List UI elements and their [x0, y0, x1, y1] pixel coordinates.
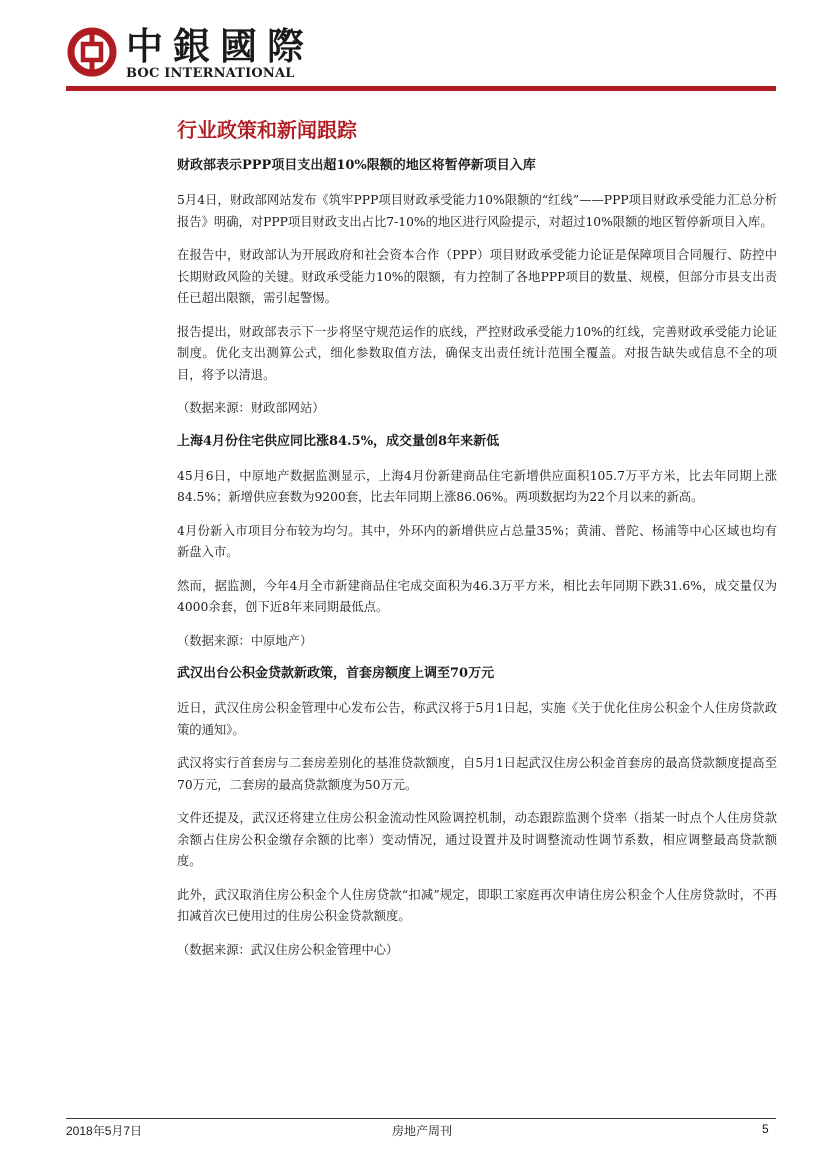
article-source: （数据来源：财政部网站） [177, 401, 325, 415]
article-paragraph: 报告提出，财政部表示下一步将坚守规范运作的底线，严控财政承受能力10%的红线，完善财政承受能力论证制度。优化支出测算公式，细化参数取值方法，确保支出责任统计范围全覆盖。对报告缺失或信息不全的项目，将予以清退。 [177, 324, 777, 382]
logo-english-text: BOC INTERNATIONAL [126, 66, 295, 81]
article-headline: 财政部表示PPP项目支出超10%限额的地区将暂停新项目入库 [177, 158, 536, 173]
article-paragraph: 然而，据监测，今年4月全市新建商品住宅成交面积为46.3万平方米，相比去年同期下跌31.6%，成交量仅为4000余套，创下近8年来同期最低点。 [177, 578, 777, 614]
logo-chinese-text: 中銀國際 [126, 24, 314, 68]
article-paragraph: 5月4日，财政部网站发布《筑牢PPP项目财政承受能力10%限额的“红线”——PPP项目财政承受能力汇总分析报告》明确，对PPP项目财政支出占比7-10%的地区进行风险提示，对超过10%限额的地区暂停新项目入库。 [177, 193, 777, 229]
article-paragraph: 此外，武汉取消住房公积金个人住房贷款“扣减”规定，即职工家庭再次申请住房公积金个人住房贷款时，不再扣减首次已使用过的住房公积金贷款额度。 [177, 887, 777, 923]
article [177, 156, 777, 420]
article-paragraph: 在报告中，财政部认为开展政府和社会资本合作（PPP）项目财政承受能力论证是保障项目合同履行、防控中长期财政风险的关键。财政承受能力10%的限额，有力控制了各地PPP项目的数量、规模，但部分市县支出责任已超出限额，需引起警惕。 [177, 248, 777, 305]
section-title: 行业政策和新闻跟踪 [177, 118, 357, 142]
boc-logo-icon [66, 26, 118, 78]
article-paragraph: 4月份新入市项目分布较为均匀。其中，外环内的新增供应占总量35%；黄浦、普陀、杨浦等中心区域也均有新盘入市。 [177, 523, 777, 559]
article-paragraph: 近日，武汉住房公积金管理中心发布公告，称武汉将于5月1日起，实施《关于优化住房公积金个人住房贷款政策的通知》。 [177, 701, 777, 737]
article-headline: 上海4月份住宅供应同比涨84.5%，成交量创8年来新低 [177, 433, 500, 449]
boc-international-logo [66, 26, 316, 84]
main-content [177, 156, 777, 973]
article-headline: 武汉出台公积金贷款新政策，首套房额度上调至70万元 [177, 666, 495, 681]
article [177, 664, 777, 961]
footer-publication: 房地产周刊 [392, 1124, 453, 1138]
footer-rule [66, 1118, 776, 1119]
header-rule [66, 86, 776, 91]
article-paragraph: 45月6日，中原地产数据监测显示，上海4月份新建商品住宅新增供应面积105.7万平方米，比去年同期上涨84.5%；新增供应套数为9200套，比去年同期上涨86.06%。两项数据均为22个月以来的新高。 [177, 468, 777, 504]
article [177, 432, 777, 653]
article-paragraph: 武汉将实行首套房与二套房差别化的基准贷款额度，自5月1日起武汉住房公积金首套房的最高贷款额度提高至70万元，二套房的最高贷款额度为50万元。 [177, 756, 777, 792]
article-source: （数据来源：中原地产） [177, 633, 313, 648]
article-paragraph: 文件还提及，武汉还将建立住房公积金流动性风险调控机制，动态跟踪监测个贷率（指某一时点个人住房贷款余额占住房公积金缴存余额的比率）变动情况，通过设置并及时调整流动性调节系数，相应调整最高贷款额度。 [177, 811, 777, 868]
article-source: （数据来源：武汉住房公积金管理中心） [177, 942, 399, 957]
footer-date: 2018年5月7日 [66, 1124, 143, 1138]
page-number: 5 [762, 1122, 769, 1136]
